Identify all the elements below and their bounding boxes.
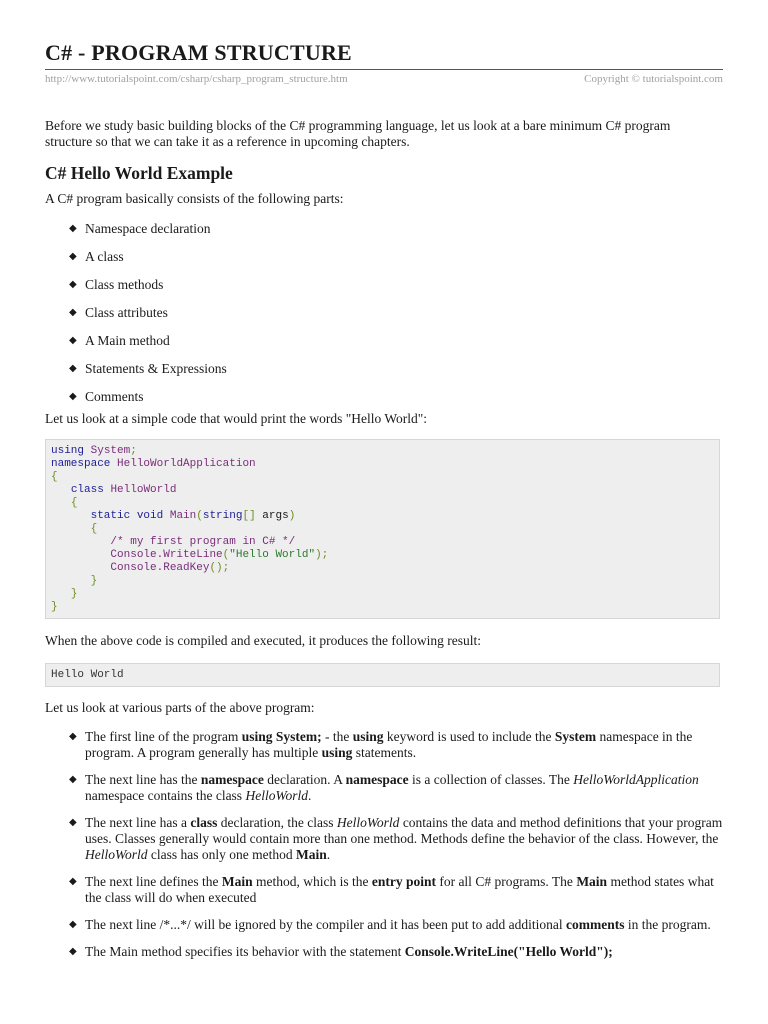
page-meta — [45, 69, 723, 85]
page-title: C# - PROGRAM STRUCTURE — [45, 40, 352, 65]
bullet-icon: ◆ — [69, 391, 77, 402]
list-item: ◆ Comments — [69, 389, 144, 404]
list-item: ◆ The next line /*...*/ will be ignored by the compiler and it has been put to add additional comments in the program. — [69, 917, 711, 932]
list-item: ◆ The next line has the namespace declaration. A namespace is a collection of classes. The HelloWorldApplication namespace contains the class HelloWorld. — [69, 772, 699, 803]
bullet-icon: ◆ — [69, 817, 77, 828]
bullet-icon: ◆ — [69, 251, 77, 262]
list-item: ◆ A class — [69, 249, 124, 264]
list-item: ◆ The next line defines the Main method, which is the entry point for all C# programs. The Main method states what the class will do when executed — [69, 874, 714, 905]
list-item: ◆ The first line of the program using System; - the using keyword is used to include the System namespace in the program. A program generally has multiple using statements. — [69, 729, 693, 760]
bullet-icon: ◆ — [69, 279, 77, 290]
bullet-icon: ◆ — [69, 363, 77, 374]
code-block — [45, 439, 720, 619]
bullet-icon: ◆ — [69, 919, 77, 930]
output-block — [45, 663, 720, 687]
list-item: ◆ The Main method specifies its behavior with the statement Console.WriteLine("Hello World"); — [69, 944, 613, 959]
list-item: ◆ Class attributes — [69, 305, 168, 320]
output-text: Hello World — [51, 669, 124, 681]
copyright-notice: Copyright © tutorialspoint.com — [584, 73, 723, 85]
parts-intro: A C# program basically consists of the following parts: — [45, 191, 344, 206]
parts-list — [45, 221, 723, 417]
code-intro: Let us look at a simple code that would print the words "Hello World": — [45, 411, 427, 426]
result-intro: When the above code is compiled and executed, it produces the following result: — [45, 633, 481, 648]
section-heading: C# Hello World Example — [45, 163, 233, 183]
bullet-icon: ◆ — [69, 774, 77, 785]
explain-intro: Let us look at various parts of the above program: — [45, 700, 315, 715]
list-item: ◆ Statements & Expressions — [69, 361, 227, 376]
bullet-icon: ◆ — [69, 307, 77, 318]
source-url: http://www.tutorialspoint.com/csharp/csharp_program_structure.htm — [45, 73, 348, 85]
bullet-icon: ◆ — [69, 731, 77, 742]
bullet-icon: ◆ — [69, 223, 77, 234]
list-item: ◆ The next line has a class declaration, the class HelloWorld contains the data and method definitions that your program uses. Classes generally would contain more than one method. Methods define the behavior of the class. However, the HelloWorld class has only one method Main. — [69, 815, 723, 862]
list-item: ◆ Namespace declaration — [69, 221, 211, 236]
code-text: using System; namespace HelloWorldApplication { class HelloWorld { static void Main(string[] args) { /* my first program in C# */ Console.WriteLine("Hello World"); Console.ReadKey(); } } } — [51, 445, 329, 613]
explain-list — [45, 729, 723, 960]
bullet-icon: ◆ — [69, 876, 77, 887]
list-item: ◆ A Main method — [69, 333, 170, 348]
bullet-icon: ◆ — [69, 335, 77, 346]
intro-paragraph: Before we study basic building blocks of the C# programming language, let us look at a bare minimum C# program structure so that we can take it as a reference in upcoming chapters. — [45, 118, 671, 149]
bullet-icon: ◆ — [69, 946, 77, 957]
list-item: ◆ Class methods — [69, 277, 164, 292]
